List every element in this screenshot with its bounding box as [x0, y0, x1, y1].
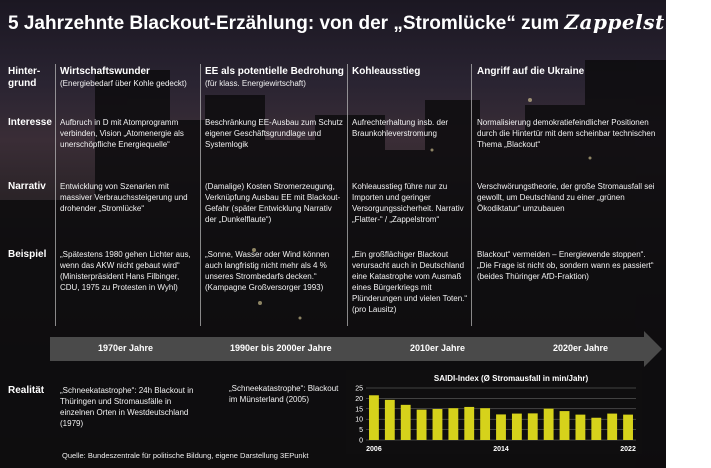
- col3-hintergrund: [352, 66, 470, 78]
- bar-2012: [464, 407, 474, 440]
- bar-2009: [417, 410, 427, 440]
- y-tick-label: 10: [355, 416, 363, 424]
- timeline-arrowhead: [644, 331, 662, 367]
- bar-2007: [385, 400, 395, 440]
- col1-subheading: (Energiebedarf über Kohle gedeckt): [60, 79, 187, 88]
- decade-label-2020: 2020er Jahre: [553, 343, 609, 353]
- bar-2021: [607, 414, 617, 440]
- y-tick-label: 5: [359, 427, 363, 435]
- x-tick-label: 2014: [493, 446, 509, 453]
- bar-2018: [560, 411, 570, 440]
- y-tick-label: 25: [355, 385, 363, 393]
- saidi-bar-chart: [346, 370, 642, 454]
- col2-subheading: (für klass. Energiewirtschaft): [205, 79, 306, 88]
- col2-heading: EE als potentielle Bedrohung: [205, 66, 344, 77]
- bar-2010: [433, 409, 443, 440]
- title-brand: Zappelstrom: [564, 10, 711, 34]
- page-title: [8, 10, 711, 35]
- bar-2006: [369, 395, 379, 440]
- bar-2017: [544, 409, 554, 440]
- col4-heading: Angriff auf die Ukraine: [477, 66, 585, 77]
- decade-label-2010: 2010er Jahre: [410, 343, 466, 353]
- col2-realitaet: „Schneekatastrophe“: Blackout im Münsterland (2005): [229, 384, 339, 404]
- col2-hintergrund: [205, 66, 345, 89]
- bar-2008: [401, 405, 411, 440]
- title-main: 5 Jahrzehnte Blackout-Erzählung: von der „Stromlücke“ zum: [8, 13, 560, 34]
- rowlabel-realitaet: Realität: [8, 385, 45, 396]
- col3-interesse: Aufrechterhaltung insb. der Braunkohleverstromung: [352, 118, 449, 138]
- col4-interesse: Normalisierung demokratiefeindlicher Positionen durch die Hintertür mit dem scheinbar technischen Thema „Blackout“: [477, 118, 656, 149]
- rowlabel-hintergrund: Hinter- grund: [8, 66, 41, 89]
- decade-label-1990: 1990er bis 2000er Jahre: [230, 343, 332, 353]
- rowlabel-interesse: Interesse: [8, 117, 52, 128]
- column-divider: [200, 64, 201, 326]
- bar-2022: [623, 415, 633, 440]
- rowlabel-beispiel: Beispiel: [8, 249, 47, 260]
- col1-hintergrund: [60, 66, 198, 89]
- col4-narrativ: Verschwörungstheorie, der große Stromausfall sei gewollt, um Deutschland zu einer „grünen Ökodiktatur“ umzubauen: [477, 182, 655, 213]
- bar-2013: [480, 408, 490, 440]
- bar-2020: [591, 418, 601, 440]
- col4-beispiel: Blackout“ vermeiden – Energiewende stoppen“. „Die Frage ist nicht ob, sondern wann es passiert“ (beides Thüringer AfD-Fraktion): [477, 250, 654, 281]
- col2-beispiel: „Sonne, Wasser oder Wind können auch langfristig nicht mehr als 4 % unseres Strombedarfs decken.“ (Kampagne Großversorger 1993): [205, 250, 330, 292]
- source-note: Quelle: Bundeszentrale für politische Bildung, eigene Darstellung 3EPunkt: [62, 451, 309, 460]
- column-divider: [55, 64, 56, 326]
- col3-heading: Kohleausstieg: [352, 66, 421, 77]
- col1-interesse: Aufbruch in D mit Atomprogramm verbinden, Vision „Atomenergie als unerschöpfliche Energiequelle“: [60, 118, 184, 149]
- y-tick-label: 20: [355, 395, 363, 403]
- col2-interesse: Beschränkung EE-Ausbau zum Schutz eigener Geschäftsgrundlage und Systemlogik: [205, 118, 343, 149]
- bar-2019: [575, 415, 585, 440]
- col3-narrativ: Kohleausstieg führe nur zu Importen und geringer Versorgungssicherheit. Narrativ „Flatter-“ / „Zappelstrom“: [352, 182, 464, 224]
- col1-heading: Wirtschaftswunder: [60, 66, 150, 77]
- bar-2016: [528, 413, 538, 440]
- bar-2014: [496, 414, 506, 440]
- x-tick-label: 2022: [620, 446, 636, 453]
- x-tick-label: 2006: [366, 446, 382, 453]
- col1-narrativ: Entwicklung von Szenarien mit massiver Verbrauchssteigerung und drohender „Stromlücke“: [60, 182, 188, 213]
- column-divider: [471, 64, 472, 326]
- col2-narrativ: (Damalige) Kosten Stromerzeugung, Verknüpfung Ausbau EE mit Blackout-Gefahr (später Entwicklung Narrativ der „Dunkelflaute“): [205, 182, 341, 224]
- column-divider: [347, 64, 348, 326]
- y-tick-label: 0: [359, 437, 363, 445]
- chart-title: SAIDI-Index (Ø Stromausfall in min/Jahr): [433, 374, 589, 383]
- rowlabel-narrativ: Narrativ: [8, 181, 46, 192]
- col3-beispiel: „Ein großflächiger Blackout verursacht auch in Deutschland eine Katastrophe vom Ausmaß eines Bürgerkriegs mit Plünderungen und vielen Toten.“ (pro Lausitz): [352, 250, 468, 314]
- col1-realitaet: „Schneekatastrophe“: 24h Blackout in Thüringen und Stromausfälle in einzelnen Orten in Westdeutschland (1979): [60, 386, 194, 428]
- col1-beispiel: „Spätestens 1980 gehen Lichter aus, wenn das AKW nicht gebaut wird“ (Ministerpräsident Hans Filbinger, CDU, 1975 zu Protesten in Wyhl): [60, 250, 191, 292]
- col4-hintergrund: [477, 66, 657, 78]
- bar-2015: [512, 414, 522, 440]
- y-tick-label: 15: [355, 406, 363, 414]
- decade-label-1970: 1970er Jahre: [98, 343, 154, 353]
- bar-2011: [448, 408, 458, 440]
